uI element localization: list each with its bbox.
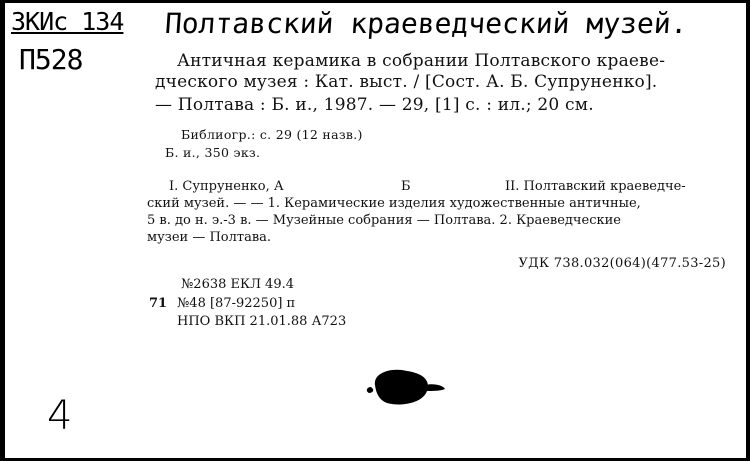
subject-line-1-mid: Б [401, 179, 411, 194]
subject-line-3: 5 в. до н. э.-3 в. — Музейные собрания — Полтава. 2. Краеведческие [147, 213, 621, 228]
entry-line-2: дческого музея : Кат. выст. / [Сост. А. Б. Супруненко]. [155, 72, 658, 92]
registry-line-1: №2638 ЕКЛ 49.4 [181, 277, 294, 292]
handwritten-shelf-mark-2: П528 [19, 43, 83, 76]
registry-line-3: НПО ВКП 21.01.88 А723 [177, 314, 347, 329]
subject-line-4: музеи — Полтава. [147, 230, 272, 245]
biblio-note: Библиогр.: с. 29 (12 назв.) [181, 127, 363, 142]
subject-line-1-right: II. Полтавский краеведче- [505, 179, 686, 194]
registry-line-2: №48 [87-92250] п [177, 296, 296, 311]
card-edge-right [746, 3, 750, 461]
handwritten-number: 4 [47, 393, 73, 439]
subject-line-1-left: I. Супруненко, А [169, 179, 284, 194]
subject-line-2: ский музей. — — 1. Керамические изделия художественные античные, [147, 196, 641, 211]
handwritten-shelf-mark-1: ЗКИс 134 [11, 7, 124, 36]
publisher-note: Б. и., 350 экз. [165, 145, 261, 160]
ink-blot [357, 363, 447, 413]
handwritten-header: Полтавский краеведческий музей. [163, 7, 689, 40]
udk-code: УДК 738.032(064)(477.53-25) [518, 256, 726, 271]
entry-line-3: — Полтава : Б. и., 1987. — 29, [1] с. : ил.; 20 см. [155, 95, 594, 115]
registry-line-2-prefix: 71 [149, 296, 168, 311]
entry-line-1: Античная керамика в собрании Полтавского краеве- [177, 51, 666, 71]
